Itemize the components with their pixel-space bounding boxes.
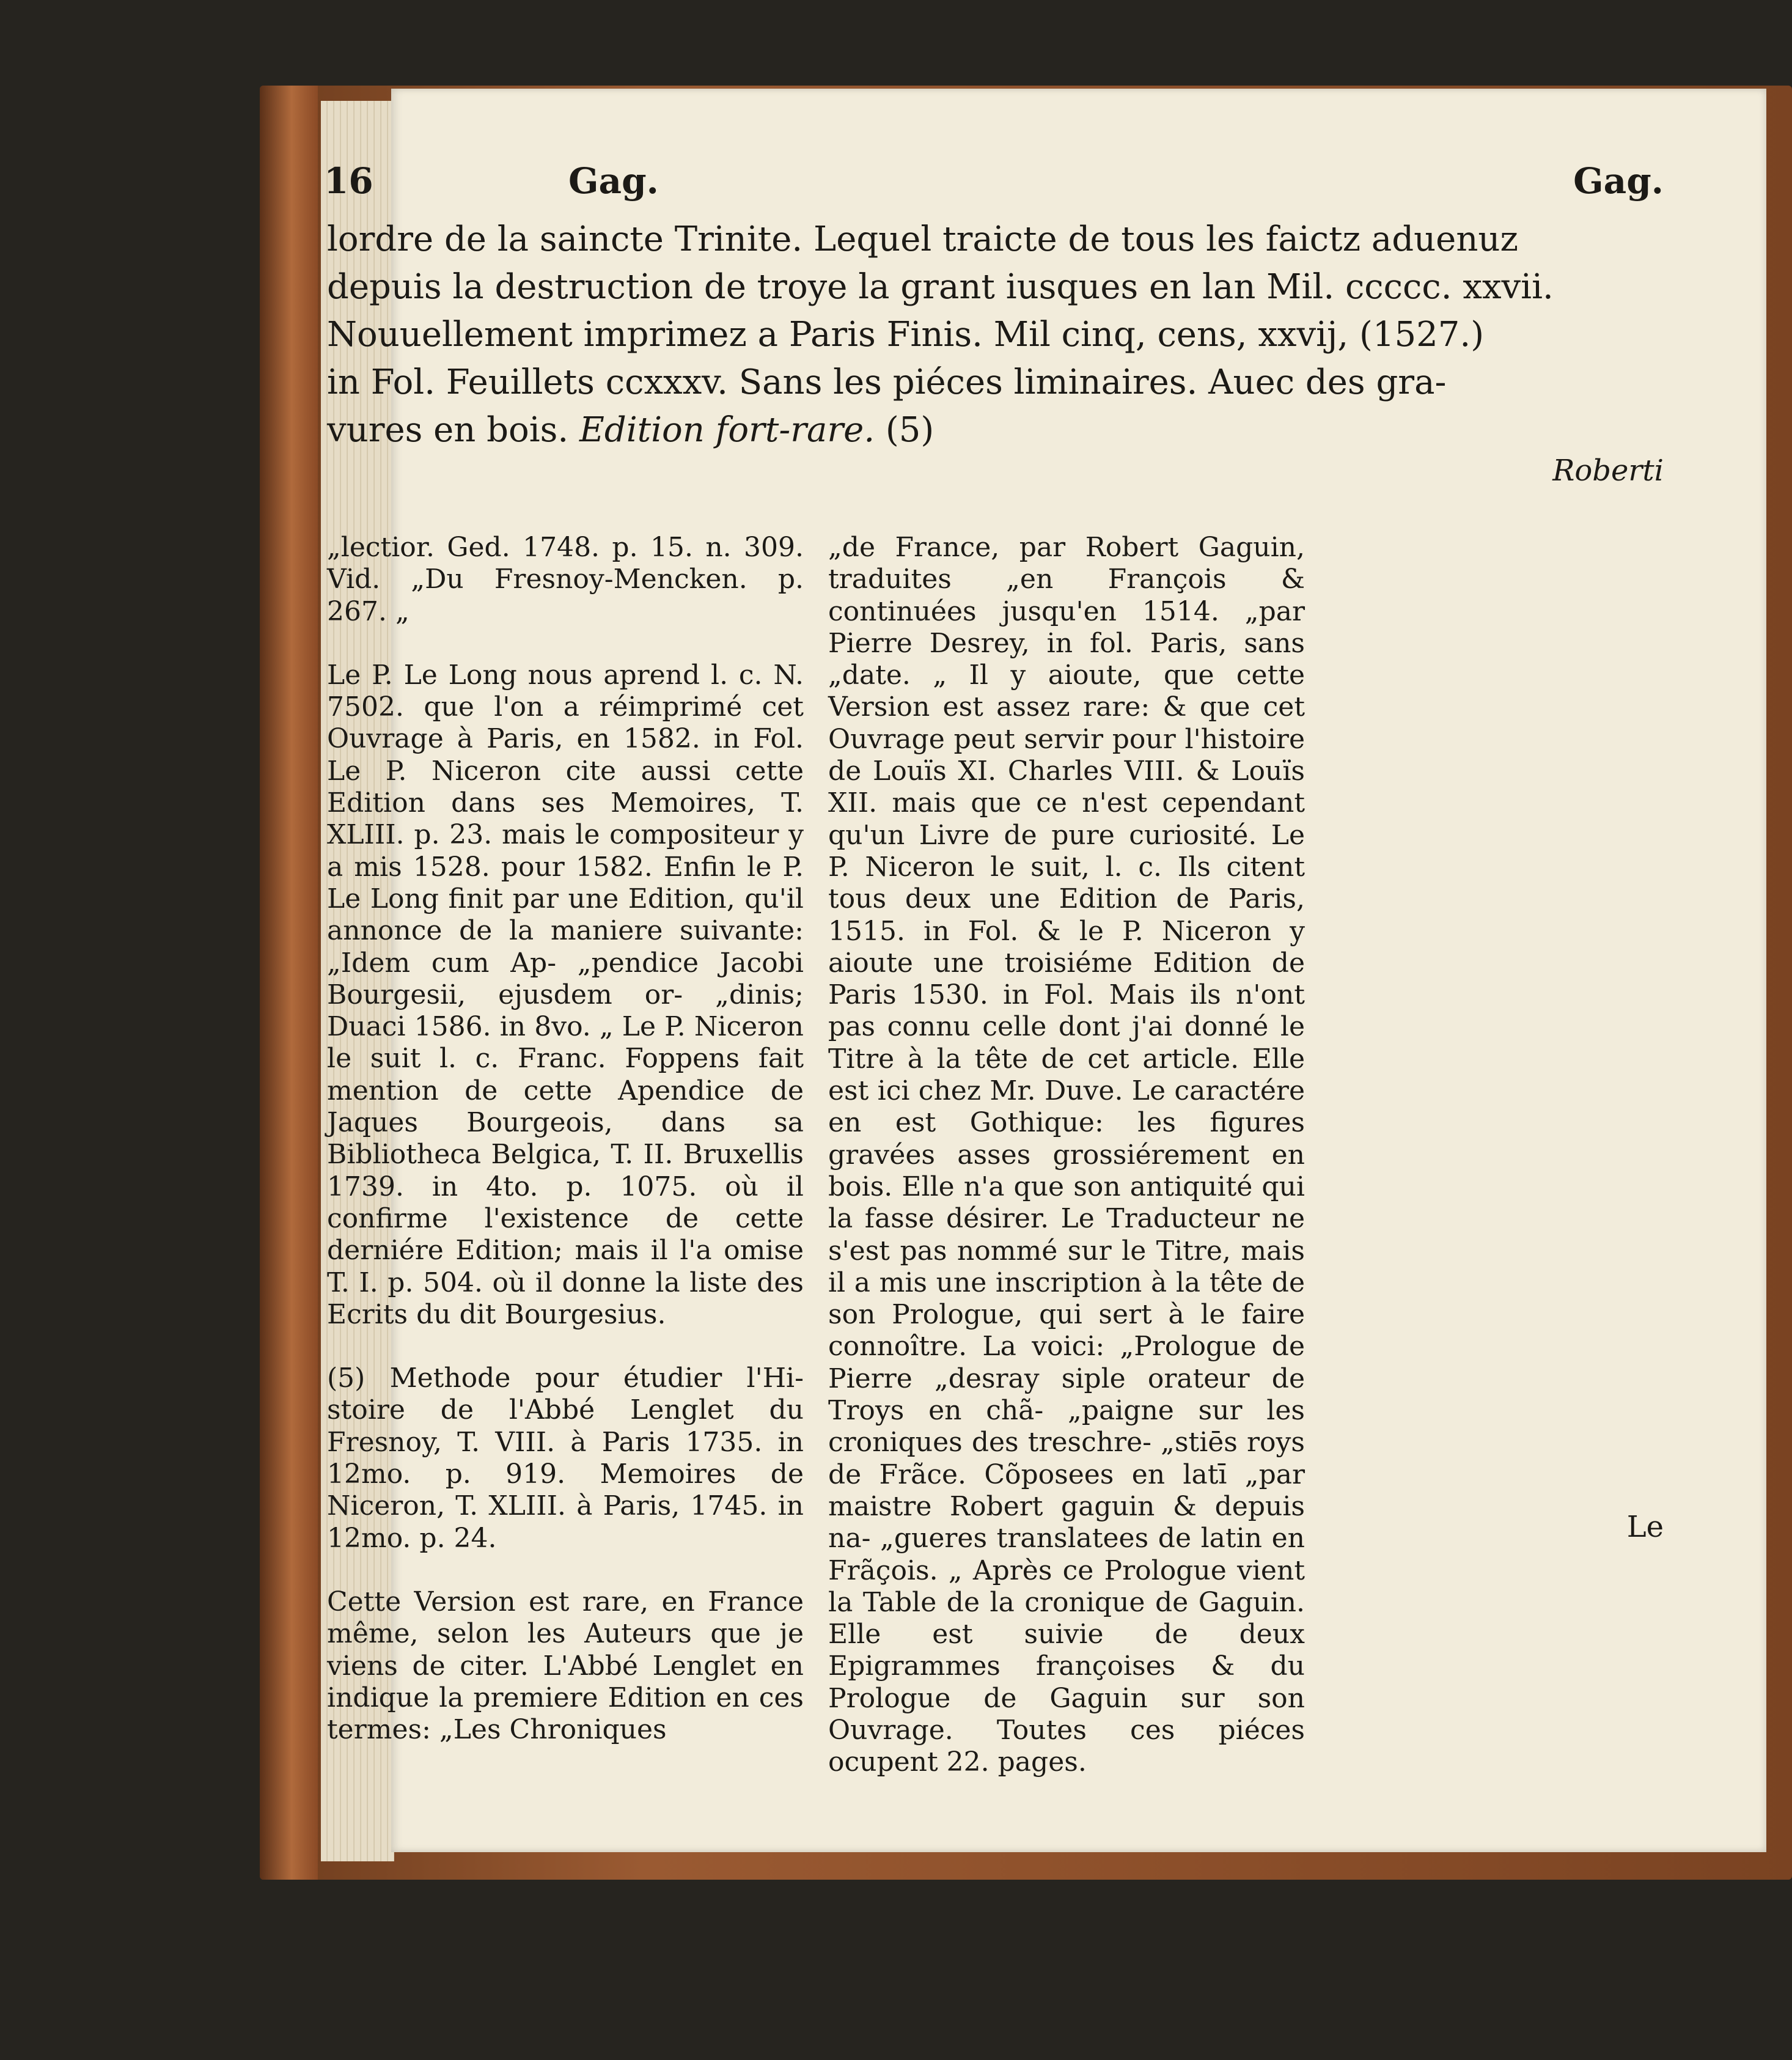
paragraph: Le P. Le Long nous aprend l. c. N. 7502. que l'on a réimprimé cet Ouvrage à Paris, en 1582. in Fol. Le P. Niceron cite aussi cette Edition dans ses Memoires, T. XLIII. p. 23. mais le compositeur y a mis 1528. pour 1582. Enfin le P. Le Long finit par une Edition, qu'il annonce de la maniere suivante: „Idem cum Ap- „pendice Jacobi Bourgesii, ejusdem or- „dinis; Duaci 1586. in 8vo. „ Le P. Niceron le suit l. c. Franc. Foppens fait mention de cette Apendice de Jaques Bourgeois, dans sa Bibliotheca Belgica, T. II. Bruxellis 1739. in 4to. p. 1075. où il confirme l'existence de cette derniére Edition; mais il l'a omise T. I. p. 504. où il donne la liste des Ecrits du dit Bourgesius. (327, 659, 804, 1330)
book-spine (260, 86, 318, 1880)
left-column (327, 532, 804, 1746)
paragraph: „de France, par Robert Gaguin, traduites „en François & continuées jusqu'en 1514. „par Pierre Desrey, in fol. Paris, sans „date. „ Il y aioute, que cette Version est assez rare: & que cet Ouvrage peut servir pour l'histoire de Louïs XI. Charles VIII. & Louïs XII. mais que ce n'est cependant qu'un Livre de pure curiosité. Le P. Niceron le suit, l. c. Ils citent tous deux une Edition de Paris, 1515. in Fol. & le P. Niceron y aioute une troisiéme Edition de Paris 1530. in Fol. Mais ils n'ont pas connu celle dont j'ai donné le Titre à la tête de cet article. Elle est ici chez Mr. Duve. Le caractére en est Gothique: les figures gravées asses grossiérement en bois. Elle n'a que son antiquité qui la fasse désirer. Le Traducteur ne s'est pas nommé sur le Titre, mais il a mis une inscription à la tête de son Prologue, qui sert à le faire connoître. La voici: „Prologue de Pierre „desray siple orateur de Troys en chã- „paigne sur les croniques des treschre- „stiēs roys de Frãce. Cõposees en latī „par maistre Robert gaguin & depuis na- „gueres translatees de latin en Frãçois. „ Après ce Prologue vient la Table de la cronique de Gaguin. Elle est suivie de deux Epigrammes françoises & du Prologue de Gaguin sur son Ouvrage. Toutes ces piéces ocupent 22. pages. (828, 532, 1305, 1778)
footnote: (5) Methode pour étudier l'Hi- stoire de l'Abbé Lenglet du Fresnoy, T. VIII. à Paris 1735. in 12mo. p. 919. Memoires de Niceron, T. XLIII. à Paris, 1745. in 12mo. p. 24. (327, 1363, 804, 1554)
catchword-top: Roberti (1552, 454, 1664, 488)
running-head-right: Gag. (1573, 160, 1664, 202)
catchword-bottom: Le (1626, 1510, 1664, 1544)
paragraph: „lectior. Ged. 1748. p. 15. n. 309. Vid. „Du Fresnoy-Mencken. p. 267. „ (327, 532, 804, 627)
title-line: in Fol. Feuillets ccxxxv. Sans les piéces liminaires. Auec des gra- (327, 362, 1447, 402)
footnote-ref: (5) (875, 410, 935, 450)
edition-note: Edition fort-rare. (579, 410, 875, 450)
right-column (828, 532, 1305, 1779)
running-head-left: Gag. (568, 160, 659, 202)
title-line: lordre de la saincte Trinite. Lequel traicte de tous les faictz aduenuz (327, 219, 1518, 259)
title-line: depuis la destruction de troye la grant iusques en lan Mil. ccccc. xxvii. (327, 267, 1554, 307)
paragraph: Cette Version est rare, en France même, selon les Auteurs que je viens de citer. L'Abbé Lenglet en indique la premiere Edition en ces termes: „Les Chroniques (327, 1586, 804, 1746)
title-line: Nouuellement imprimez a Paris Finis. Mil cinq, cens, xxvij, (1527.) (327, 315, 1485, 355)
title-text: vures en bois. (327, 410, 579, 450)
title-line-last (327, 406, 1311, 455)
page-number: 16 (324, 160, 373, 202)
